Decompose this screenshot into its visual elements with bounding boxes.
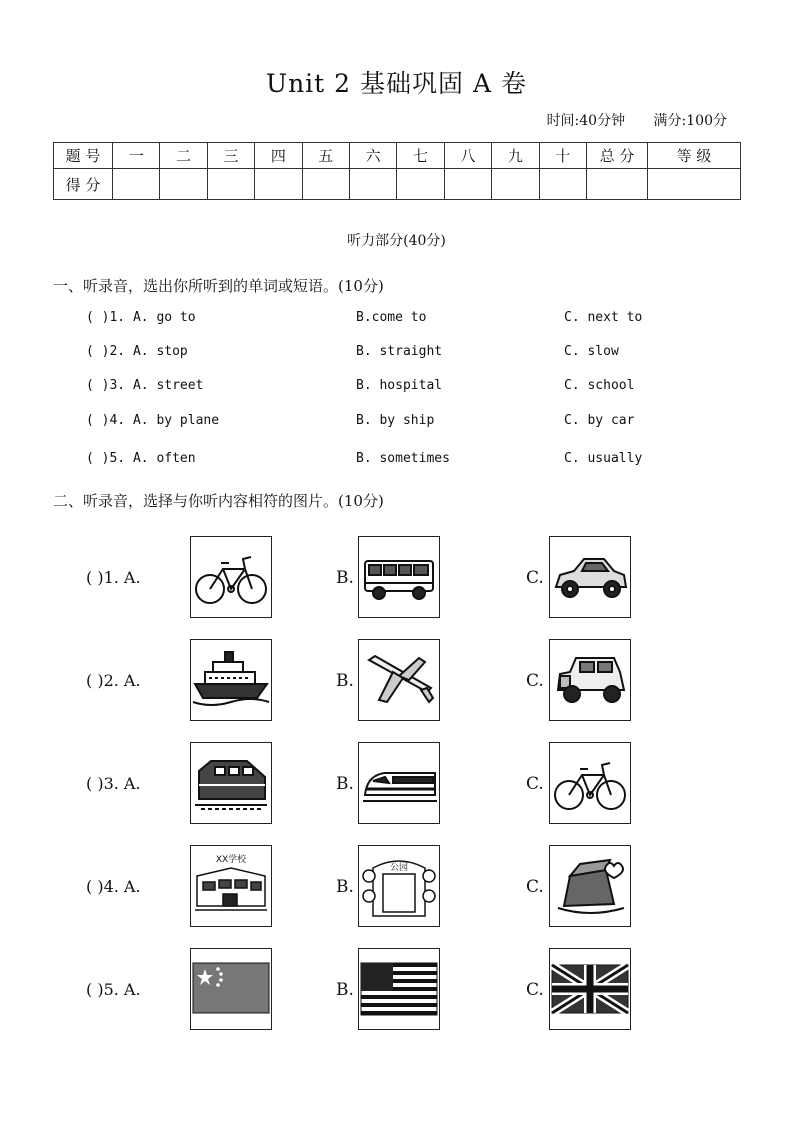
question-2-title: 二、听录音，选择与你听内容相符的图片。(10分)	[53, 492, 384, 510]
score-cell: 题 号	[54, 143, 113, 169]
mcq-row	[86, 378, 746, 398]
option-a-picture[interactable]	[190, 639, 272, 721]
option-c-label: C.	[526, 980, 544, 1000]
car-icon	[550, 537, 630, 617]
score-table-score-row	[54, 169, 741, 200]
option-b: B. straight	[356, 344, 443, 359]
option-b-label: B.	[336, 980, 354, 1000]
bullet-train-icon	[359, 743, 439, 823]
answer-blank: ( )3. A.	[86, 774, 141, 793]
picture-row-3	[86, 742, 686, 824]
option-c: C. school	[564, 378, 635, 393]
bag-icon	[550, 846, 630, 926]
option-c-picture[interactable]	[549, 948, 631, 1030]
mcq-row	[86, 413, 746, 433]
score-cell: 二	[160, 143, 207, 169]
school-building-icon	[191, 846, 271, 926]
old-car-icon	[550, 640, 630, 720]
answer-blank: ( )5. A.	[86, 980, 141, 999]
school-sign-text: XX学校	[215, 855, 247, 865]
option-b: B. hospital	[356, 378, 443, 393]
option-a: ( )2. A. stop	[86, 344, 188, 359]
mcq-row	[86, 344, 746, 364]
option-b: B.come to	[356, 310, 427, 325]
bicycle-icon	[550, 743, 630, 823]
option-c-label: C.	[526, 774, 544, 794]
answer-blank: ( )1. A.	[86, 568, 141, 587]
option-a-picture[interactable]	[190, 536, 272, 618]
score-input-cell[interactable]	[444, 169, 491, 200]
option-c: C. by car	[564, 413, 635, 428]
option-b-picture[interactable]	[358, 639, 440, 721]
bicycle-icon	[191, 537, 271, 617]
picture-row-5	[86, 948, 686, 1030]
score-cell: 总 分	[587, 143, 648, 169]
option-a: ( )5. A. often	[86, 451, 196, 466]
mcq-row	[86, 310, 746, 330]
time-limit: 时间:40分钟	[546, 113, 626, 129]
full-score: 满分:100分	[653, 113, 727, 129]
score-cell: 五	[302, 143, 349, 169]
option-a-picture[interactable]	[190, 948, 272, 1030]
china-flag-icon	[191, 949, 271, 1029]
score-row-label: 得 分	[54, 169, 113, 200]
option-c: C. slow	[564, 344, 619, 359]
answer-blank: ( )2. A.	[86, 671, 141, 690]
score-input-cell[interactable]	[349, 169, 396, 200]
page-title: Unit 2 基础巩固 A 卷	[266, 69, 527, 98]
option-b-picture[interactable]	[358, 845, 440, 927]
score-cell: 三	[207, 143, 254, 169]
question-1-title: 一、听录音，选出你所听到的单词或短语。(10分)	[53, 277, 384, 295]
option-c: C. next to	[564, 310, 643, 325]
score-cell: 九	[492, 143, 539, 169]
option-c-picture[interactable]	[549, 845, 631, 927]
plane-icon	[359, 640, 439, 720]
option-c-picture[interactable]	[549, 742, 631, 824]
option-b-label: B.	[336, 671, 354, 691]
score-cell: 四	[255, 143, 302, 169]
option-c-picture[interactable]	[549, 536, 631, 618]
listening-section-title: 听力部分(40分)	[347, 233, 446, 249]
score-input-cell[interactable]	[587, 169, 648, 200]
option-b-label: B.	[336, 877, 354, 897]
score-input-cell[interactable]	[397, 169, 444, 200]
score-cell: 一	[113, 143, 160, 169]
option-a: ( )4. A. by plane	[86, 413, 220, 428]
uk-flag-icon	[550, 949, 630, 1029]
score-cell: 七	[397, 143, 444, 169]
option-c: C. usually	[564, 451, 643, 466]
score-input-cell[interactable]	[207, 169, 254, 200]
park-gate-icon	[359, 846, 439, 926]
score-input-cell[interactable]	[160, 169, 207, 200]
option-c-label: C.	[526, 568, 544, 588]
score-input-cell[interactable]	[255, 169, 302, 200]
park-sign-text: 公园	[389, 863, 409, 873]
option-b-label: B.	[336, 774, 354, 794]
usa-flag-icon	[359, 949, 439, 1029]
score-input-cell[interactable]	[648, 169, 741, 200]
score-input-cell[interactable]	[539, 169, 586, 200]
answer-blank: ( )4. A.	[86, 877, 141, 896]
train-icon	[191, 743, 271, 823]
option-a: ( )3. A. street	[86, 378, 204, 393]
option-b-picture[interactable]	[358, 948, 440, 1030]
option-b: B. by ship	[356, 413, 435, 428]
score-input-cell[interactable]	[113, 169, 160, 200]
picture-row-1	[86, 536, 686, 618]
option-c-label: C.	[526, 671, 544, 691]
picture-row-4	[86, 845, 686, 927]
option-b-picture[interactable]	[358, 742, 440, 824]
score-cell: 十	[539, 143, 586, 169]
score-table	[53, 142, 741, 200]
option-c-label: C.	[526, 877, 544, 897]
bus-icon	[359, 537, 439, 617]
option-a: ( )1. A. go to	[86, 310, 196, 325]
score-table-header-row	[54, 143, 741, 169]
score-cell: 六	[349, 143, 396, 169]
option-b-label: B.	[336, 568, 354, 588]
option-c-picture[interactable]	[549, 639, 631, 721]
option-a-picture[interactable]	[190, 845, 272, 927]
exam-meta	[547, 110, 727, 130]
score-input-cell[interactable]	[302, 169, 349, 200]
picture-row-2	[86, 639, 686, 721]
option-b-picture[interactable]	[358, 536, 440, 618]
score-input-cell[interactable]	[492, 169, 539, 200]
ship-icon	[191, 640, 271, 720]
score-cell: 八	[444, 143, 491, 169]
option-a-picture[interactable]	[190, 742, 272, 824]
score-cell: 等 级	[648, 143, 741, 169]
mcq-row	[86, 451, 746, 471]
option-b: B. sometimes	[356, 451, 450, 466]
